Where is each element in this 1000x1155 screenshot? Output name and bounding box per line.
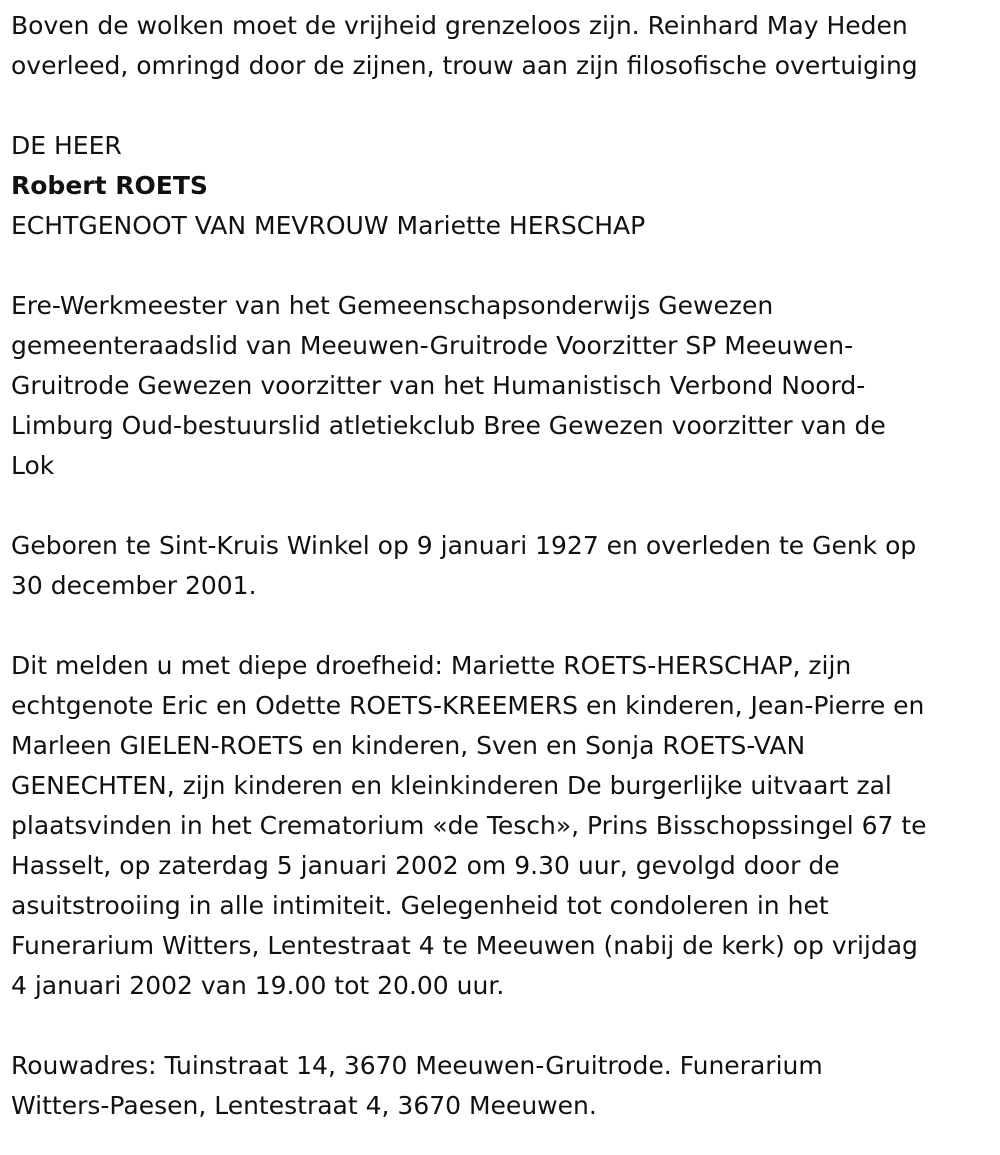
announcement-paragraph	[11, 646, 992, 1006]
titles-line: Lok	[11, 451, 55, 480]
announcement-line: plaatsvinden in het Crematorium «de Tesch», Prins Bisschopssingel 67 te	[11, 811, 927, 840]
intro-line: overleed, omringd door de zijnen, trouw aan zijn filosofische overtuiging	[11, 51, 918, 80]
announcement-line: 4 januari 2002 van 19.00 tot 20.00 uur.	[11, 971, 505, 1000]
intro-line: Boven de wolken moet de vrijheid grenzeloos zijn. Reinhard May Heden	[11, 11, 908, 40]
birth-death-line: Geboren te Sint-Kruis Winkel op 9 januari 1927 en overleden te Genk op	[11, 531, 917, 560]
announcement-line: Marleen GIELEN-ROETS en kinderen, Sven en Sonja ROETS-VAN	[11, 731, 806, 760]
deceased-name: Robert ROETS	[11, 171, 208, 200]
address-line: Rouwadres: Tuinstraat 14, 3670 Meeuwen-Gruitrode. Funerarium	[11, 1051, 823, 1080]
birth-death-line: 30 december 2001.	[11, 571, 257, 600]
spouse-line: ECHTGENOOT VAN MEVROUW Mariette HERSCHAP	[11, 211, 646, 240]
paragraph-gap	[11, 486, 992, 526]
announcement-line: Hasselt, op zaterdag 5 januari 2002 om 9.30 uur, gevolgd door de	[11, 851, 840, 880]
titles-paragraph	[11, 286, 992, 486]
announcement-line: Funerarium Witters, Lentestraat 4 te Meeuwen (nabij de kerk) op vrijdag	[11, 931, 918, 960]
titles-line: Limburg Oud-bestuurslid atletiekclub Bree Gewezen voorzitter van de	[11, 411, 886, 440]
announcement-line: GENECHTEN, zijn kinderen en kleinkinderen De burgerlijke uitvaart zal	[11, 771, 892, 800]
titles-line: Gruitrode Gewezen voorzitter van het Humanistisch Verbond Noord-	[11, 371, 866, 400]
address-paragraph	[11, 1046, 992, 1126]
titles-line: Ere-Werkmeester van het Gemeenschapsonderwijs Gewezen	[11, 291, 774, 320]
paragraph-gap	[11, 606, 992, 646]
paragraph-gap	[11, 86, 992, 126]
honorific: DE HEER	[11, 131, 122, 160]
announcement-line: asuitstrooiing in alle intimiteit. Gelegenheid tot condoleren in het	[11, 891, 829, 920]
address-line: Witters-Paesen, Lentestraat 4, 3670 Meeuwen.	[11, 1091, 597, 1120]
announcement-line: Dit melden u met diepe droefheid: Mariette ROETS-HERSCHAP, zijn	[11, 651, 852, 680]
intro-paragraph	[11, 6, 992, 86]
titles-line: gemeenteraadslid van Meeuwen-Gruitrode Voorzitter SP Meeuwen-	[11, 331, 854, 360]
announcement-line: echtgenote Eric en Odette ROETS-KREEMERS en kinderen, Jean-Pierre en	[11, 691, 925, 720]
paragraph-gap	[11, 1006, 992, 1046]
birth-death-paragraph	[11, 526, 992, 606]
paragraph-gap	[11, 246, 992, 286]
